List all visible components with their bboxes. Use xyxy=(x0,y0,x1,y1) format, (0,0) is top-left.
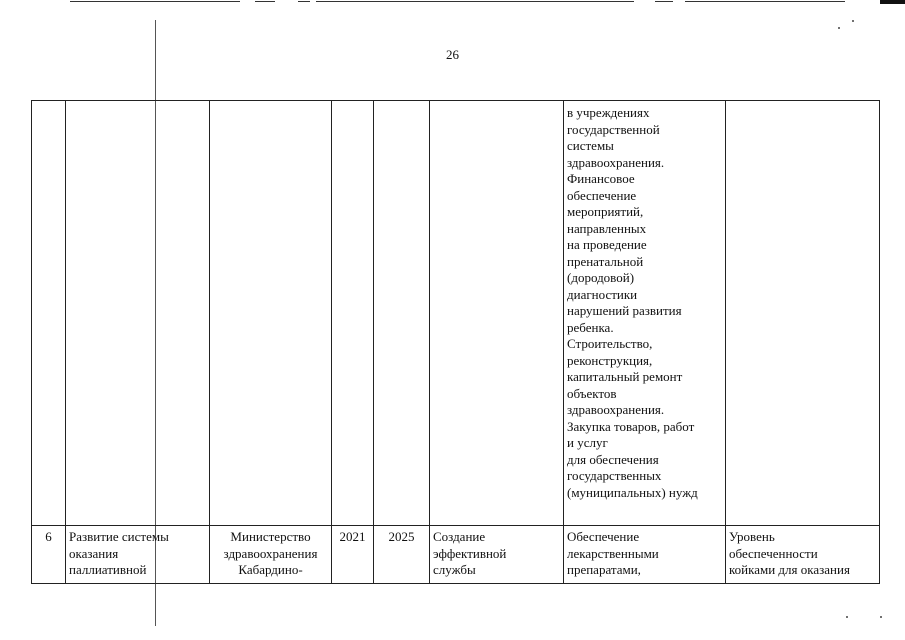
cell-number: 6 xyxy=(32,526,66,584)
scan-artifact-top-line xyxy=(298,1,310,2)
text-line: ребенка. xyxy=(567,319,614,335)
cell-measures xyxy=(564,526,726,584)
text-line: государственных xyxy=(567,468,662,483)
text-line: паллиативной xyxy=(69,562,147,577)
text-line: здравоохранения xyxy=(223,545,318,561)
text-line: для обеспечения xyxy=(567,451,659,467)
text-line: на проведение xyxy=(567,237,647,252)
cell-year-start: 2021 xyxy=(332,526,374,584)
scan-artifact-speck xyxy=(852,20,854,22)
text-line: здравоохранения. xyxy=(567,154,665,170)
text-line: Кабардино- xyxy=(238,562,303,577)
program-table xyxy=(31,100,880,584)
scan-artifact-speck xyxy=(880,616,882,618)
scan-artifact-top-line xyxy=(70,1,240,2)
text-line: лекарственными xyxy=(567,545,659,561)
text-line: оказания xyxy=(69,545,119,561)
text-line: обеспеченности xyxy=(729,545,818,561)
scan-artifact-top-line xyxy=(655,1,673,2)
scan-artifact-top-line xyxy=(316,1,634,2)
text-line: Создание xyxy=(433,529,486,544)
text-line: нарушений развития xyxy=(567,303,682,318)
text-line: мероприятий, xyxy=(567,204,644,219)
text-line: диагностики xyxy=(567,286,638,302)
cell-result xyxy=(430,101,564,526)
table-row xyxy=(32,526,880,584)
text-line: объектов xyxy=(567,385,617,401)
cell-number xyxy=(32,101,66,526)
cell-indicator xyxy=(726,526,880,584)
text-line: здравоохранения. xyxy=(567,402,665,417)
scan-artifact-speck xyxy=(838,27,840,29)
cell-year-end: 2025 xyxy=(374,526,430,584)
text-line: направленных xyxy=(567,220,647,236)
cell-executor xyxy=(210,101,332,526)
scan-artifact-top-line xyxy=(685,1,845,2)
text-line: системы xyxy=(567,138,614,153)
text-line: обеспечение xyxy=(567,187,637,203)
text-line: Уровень xyxy=(729,529,775,544)
cell-indicator xyxy=(726,101,880,526)
text-line: государственной xyxy=(567,121,660,137)
scan-artifact-speck xyxy=(846,616,848,618)
cell-measures xyxy=(564,101,726,526)
text-line: и услуг xyxy=(567,435,608,450)
text-line: Развитие системы xyxy=(69,529,169,544)
cell-year-start xyxy=(332,101,374,526)
text-line: койками для оказания xyxy=(729,562,850,577)
scan-artifact-top-line xyxy=(255,1,275,2)
table-row xyxy=(32,101,880,526)
text-line: реконструкция, xyxy=(567,352,653,368)
cell-name xyxy=(66,101,210,526)
text-line: Закупка товаров, работ xyxy=(567,418,695,434)
scan-artifact-corner xyxy=(880,0,905,4)
text-line: (муниципальных) нужд xyxy=(567,484,698,500)
text-line: Министерство xyxy=(230,529,311,544)
cell-year-end xyxy=(374,101,430,526)
text-line: Финансовое xyxy=(567,171,635,186)
page-number: 26 xyxy=(446,47,459,62)
text-line: Обеспечение xyxy=(567,529,640,544)
text-line: (дородовой) xyxy=(567,270,635,285)
text-line: в учреждениях xyxy=(567,105,650,120)
text-line: эффективной xyxy=(433,545,507,561)
text-line: пренатальной xyxy=(567,253,644,269)
text-line: службы xyxy=(433,562,476,577)
cell-name xyxy=(66,526,210,584)
text-line: Строительство, xyxy=(567,336,653,351)
text-line: капитальный ремонт xyxy=(567,369,683,384)
cell-result xyxy=(430,526,564,584)
text-line: препаратами, xyxy=(567,562,641,577)
cell-executor xyxy=(210,526,332,584)
